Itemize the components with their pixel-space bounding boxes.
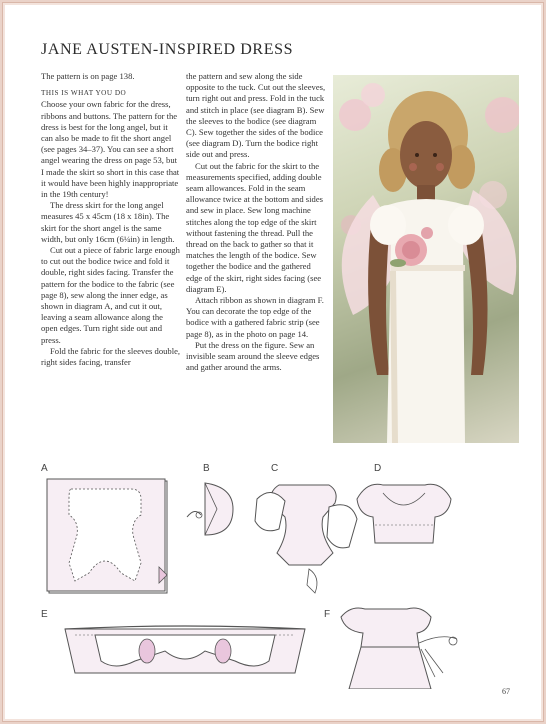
text-column-middle <box>186 71 326 373</box>
diagram-label-e: E <box>41 609 48 620</box>
text-column-left <box>41 71 181 368</box>
diagram-label-c: C <box>271 463 279 474</box>
paragraph: Put the dress on the figure. Sew an invisible seam around the sleeve edges and gather around the arms. <box>186 339 320 373</box>
page-number: 67 <box>502 687 510 696</box>
angel-doll-photo <box>333 75 519 443</box>
pattern-reference: The pattern is on page 138. <box>41 71 135 81</box>
diagram-b <box>181 477 239 541</box>
paragraph: Fold the fabric for the sleeves double, right sides facing, transfer <box>41 345 181 368</box>
diagram-label-b: B <box>203 463 210 474</box>
page-frame <box>3 3 543 721</box>
paragraph: the pattern and sew along the side opposite to the tuck. Cut out the sleeves, turn right out and press. Fold in the tuck and stitch in place (see diagram B). Sew the sleeves to the bodice (see diagram C). Sew together the sides of the bodice (see diagram D). Turn the bodice right side out and press. <box>186 71 326 160</box>
diagram-label-f: F <box>324 609 331 620</box>
paragraph: Cut out the fabric for the skirt to the measurements specified, adding double seam allowances. Fold in the seam allowance twice at the bottom and sides and sew in place. Sew long machine stitches along the top edge of the skirt without fastening the thread. Pull the thread on the back to gather so that it matches the length of the bodice. Sew together the bodice and the gathered edge of the skirt, right sides facing (see diagram E). <box>186 160 323 294</box>
diagram-label-a: A <box>41 463 48 474</box>
paragraph: Attach ribbon as shown in diagram F. You can decorate the top edge of the bodice with a gathered fabric strip (see page 8), as in the photo on page 14. <box>186 295 324 339</box>
page-title: JANE AUSTEN-INSPIRED DRESS <box>41 41 294 58</box>
diagram-a <box>41 475 171 597</box>
diagram-f <box>335 603 465 689</box>
diagram-label-d: D <box>374 463 382 474</box>
diagram-c <box>249 477 361 597</box>
paragraph: Choose your own fabric for the dress, ribbons and buttons. The pattern for the dress is best for the long angel, but it can also be made to fit the short angel (see pages 34–37). You can see a short angel wearing the dress on page 53, but I made the skirt so short in this case that it would have been highly inappropriate in the 19th century! <box>41 99 180 200</box>
diagram-d <box>353 477 455 549</box>
paragraph: Cut out a piece of fabric large enough to cut out the bodice twice and fold it double, right sides facing. Transfer the pattern for the bodice to the fabric (see page 8), sew along the inner edge, as shown in diagram A, and cut it out, leaving a seam allowance along the open edges. Turn right side out and press. <box>41 245 180 345</box>
diagram-e <box>55 615 315 685</box>
paragraph: The dress skirt for the long angel measures 45 x 45cm (18 x 18in). The skirt for the short angel is the same width, but only 16cm (6¼in) in length. <box>41 200 175 244</box>
section-subheading: THIS IS WHAT YOU DO <box>41 89 127 98</box>
